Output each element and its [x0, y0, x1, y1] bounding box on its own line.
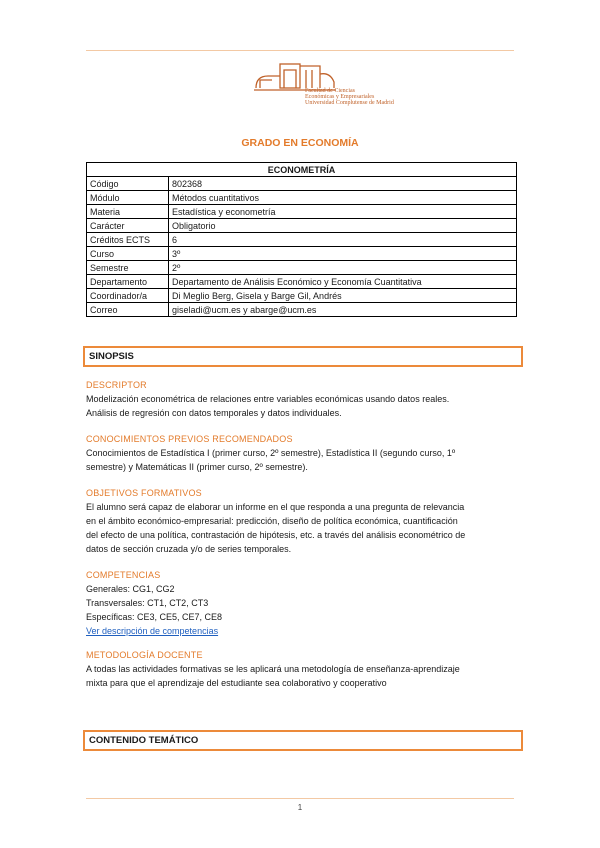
prereq-text: Conocimientos de Estadística I (primer curso, 2º semestre), Estadística II (segundo curso, 1º semestre) y Matemáticas II (primer curso, 2º semestre). — [86, 448, 456, 472]
table-row — [87, 275, 517, 289]
table-row — [87, 247, 517, 261]
footer-rule — [86, 798, 514, 799]
course-title: ECONOMETRÍA — [87, 163, 517, 177]
table-row — [87, 261, 517, 275]
row-value: 3º — [169, 247, 517, 261]
faculty-logo-text: Facultad de Ciencias Económicas y Empresariales Universidad Complutense de Madrid — [305, 88, 394, 106]
objectives-text: El alumno será capaz de elaborar un informe en el que responda a una pregunta de relevancia en el ámbito económico-empresarial: predicción, diseño de política económica, cuantificación del efecto de una política, contrastación de hipótesis, etc. a través del análisis econométrico de datos de sección cruzada y/o de series temporales. — [86, 502, 466, 554]
row-value: 6 — [169, 233, 517, 247]
row-label: Código — [87, 177, 169, 191]
row-value: 802368 — [169, 177, 517, 191]
row-label: Módulo — [87, 191, 169, 205]
header-rule — [86, 50, 514, 51]
prereq-heading: CONOCIMIENTOS PREVIOS RECOMENDADOS — [86, 434, 293, 444]
row-label: Coordinador/a — [87, 289, 169, 303]
table-row — [87, 219, 517, 233]
row-value: Estadística y econometría — [169, 205, 517, 219]
row-value: giseladi@ucm.es y abarge@ucm.es — [169, 303, 517, 317]
competencies-heading: COMPETENCIAS — [86, 570, 161, 580]
row-label: Curso — [87, 247, 169, 261]
row-value: Departamento de Análisis Económico y Economía Cuantitativa — [169, 275, 517, 289]
row-value: Métodos cuantitativos — [169, 191, 517, 205]
table-row — [87, 289, 517, 303]
methodology-heading: METODOLOGÍA DOCENTE — [86, 650, 203, 660]
row-label: Correo — [87, 303, 169, 317]
row-label: Semestre — [87, 261, 169, 275]
competencies-link[interactable]: Ver descripción de competencias — [86, 626, 219, 636]
row-value: Di Meglio Berg, Gisela y Barge Gil, Andrés — [169, 289, 517, 303]
row-value: Obligatorio — [169, 219, 517, 233]
contenido-heading: CONTENIDO TEMÁTICO — [83, 730, 523, 751]
row-value: 2º — [169, 261, 517, 275]
table-row — [87, 191, 517, 205]
course-info-table — [86, 162, 517, 317]
table-row — [87, 177, 517, 191]
table-row — [87, 205, 517, 219]
row-label: Departamento — [87, 275, 169, 289]
objectives-heading: OBJETIVOS FORMATIVOS — [86, 488, 202, 498]
row-label: Créditos ECTS — [87, 233, 169, 247]
descriptor-heading: DESCRIPTOR — [86, 380, 147, 390]
methodology-text: A todas las actividades formativas se les aplicará una metodología de enseñanza-aprendizaje mixta para que el aprendizaje del estudiante sea colaborativo y cooperativo — [86, 664, 460, 688]
row-label: Carácter — [87, 219, 169, 233]
row-label: Materia — [87, 205, 169, 219]
competencies-text: Generales: CG1, CG2 Transversales: CT1, CT2, CT3 Específicas: CE3, CE5, CE7, CE8 Ver descripción de competencias — [86, 584, 223, 636]
descriptor-text: Modelización econométrica de relaciones entre variables económicas usando datos reales. Análisis de regresión con datos temporales y datos individuales. — [86, 394, 450, 418]
degree-title: GRADO EN ECONOMÍA — [241, 137, 359, 149]
table-row — [87, 233, 517, 247]
page-number: 1 — [297, 803, 303, 812]
table-row — [87, 303, 517, 317]
sinopsis-heading: SINOPSIS — [83, 346, 523, 367]
